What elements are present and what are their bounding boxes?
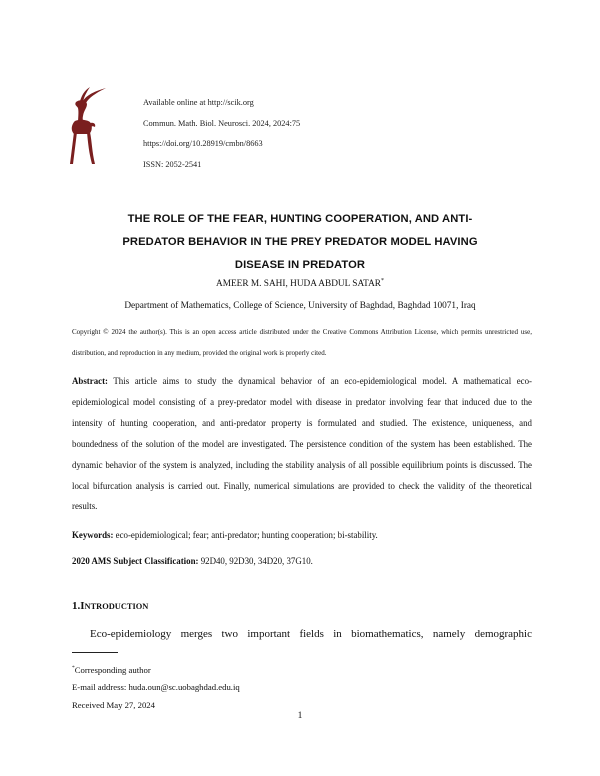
paper-title <box>60 208 540 277</box>
section-number: 1. <box>72 600 81 612</box>
abstract-label: Abstract: <box>72 376 108 386</box>
footnote-received: Received May 27, 2024 <box>72 699 155 710</box>
keywords-label: Keywords: <box>72 530 114 540</box>
gazelle-logo-icon <box>62 86 108 164</box>
footnotes <box>72 660 240 714</box>
ams-codes: 92D40, 92D30, 34D20, 37G10. <box>200 556 313 566</box>
abstract-text: This article aims to study the dynamical behavior of an eco-epidemiological model. A mathematical eco-epidemiological model consisting of a prey-predator model with disease in predator involving fear that induced due to the intensity of hunting cooperation, and anti-predator property is formulated and studied. The existence, uniqueness, and boundedness of the solution of the model are investigated. The persistence condition of the system has been established. The dynamic behavior of the system is analyzed, including the stability analysis of all possible equilibrium points is discussed. The local bifurcation analysis is carried out. Finally, numerical simulations are provided to check the validity of the theoretical results. <box>72 376 533 512</box>
keywords <box>72 530 532 540</box>
abstract <box>72 371 532 517</box>
section-rest: NTRODUCTION <box>84 602 149 611</box>
footnote-corresponding <box>72 660 240 679</box>
section-heading <box>72 600 148 612</box>
ams-label: 2020 AMS Subject Classification: <box>72 556 199 566</box>
corresponding-mark: * <box>380 278 384 284</box>
keywords-text: eco-epidemiological; fear; anti-predator; hunting cooperation; bi-stability. <box>115 530 378 540</box>
journal-url: Available online at http://scik.org <box>143 98 254 107</box>
affiliation: Department of Mathematics, College of Science, University of Baghdad, Baghdad 10071, Iraq <box>124 301 476 311</box>
section-initial: I <box>80 600 85 612</box>
footnote-divider <box>72 652 118 653</box>
author-list <box>0 278 600 289</box>
page-number: 1 <box>297 711 303 721</box>
intro-paragraph: Eco-epidemiology merges two important fields in biomathematics, namely demographic <box>90 628 532 640</box>
doi-link[interactable]: https://doi.org/10.28919/cmbn/8663 <box>143 139 263 148</box>
ams-classification <box>72 556 532 566</box>
footnote-mark: * <box>72 665 75 671</box>
footnote-corresponding-text: Corresponding author <box>74 664 151 675</box>
footnote-email[interactable]: E-mail address: huda.oun@sc.uobaghdad.edu.iq <box>72 682 240 693</box>
author-names: AMEER M. SAHI, HUDA ABDUL SATAR <box>216 279 381 290</box>
title-line: PREDATOR BEHAVIOR IN THE PREY PREDATOR MODEL HAVING <box>122 236 478 248</box>
title-line: THE ROLE OF THE FEAR, HUNTING COOPERATION, AND ANTI- <box>127 213 473 225</box>
issn: ISSN: 2052-2541 <box>143 159 202 169</box>
copyright-notice: Copyright © 2024 the author(s). This is an open access article distributed under the Creative Commons Attribution License, which permits unrestricted use, distribution, and reproduction in any medium, provided the original work is properly cited. <box>72 328 532 357</box>
title-line: DISEASE IN PREDATOR <box>234 259 366 271</box>
journal-citation: Commun. Math. Biol. Neurosci. 2024, 2024:75 <box>143 118 301 128</box>
journal-header <box>143 93 300 175</box>
